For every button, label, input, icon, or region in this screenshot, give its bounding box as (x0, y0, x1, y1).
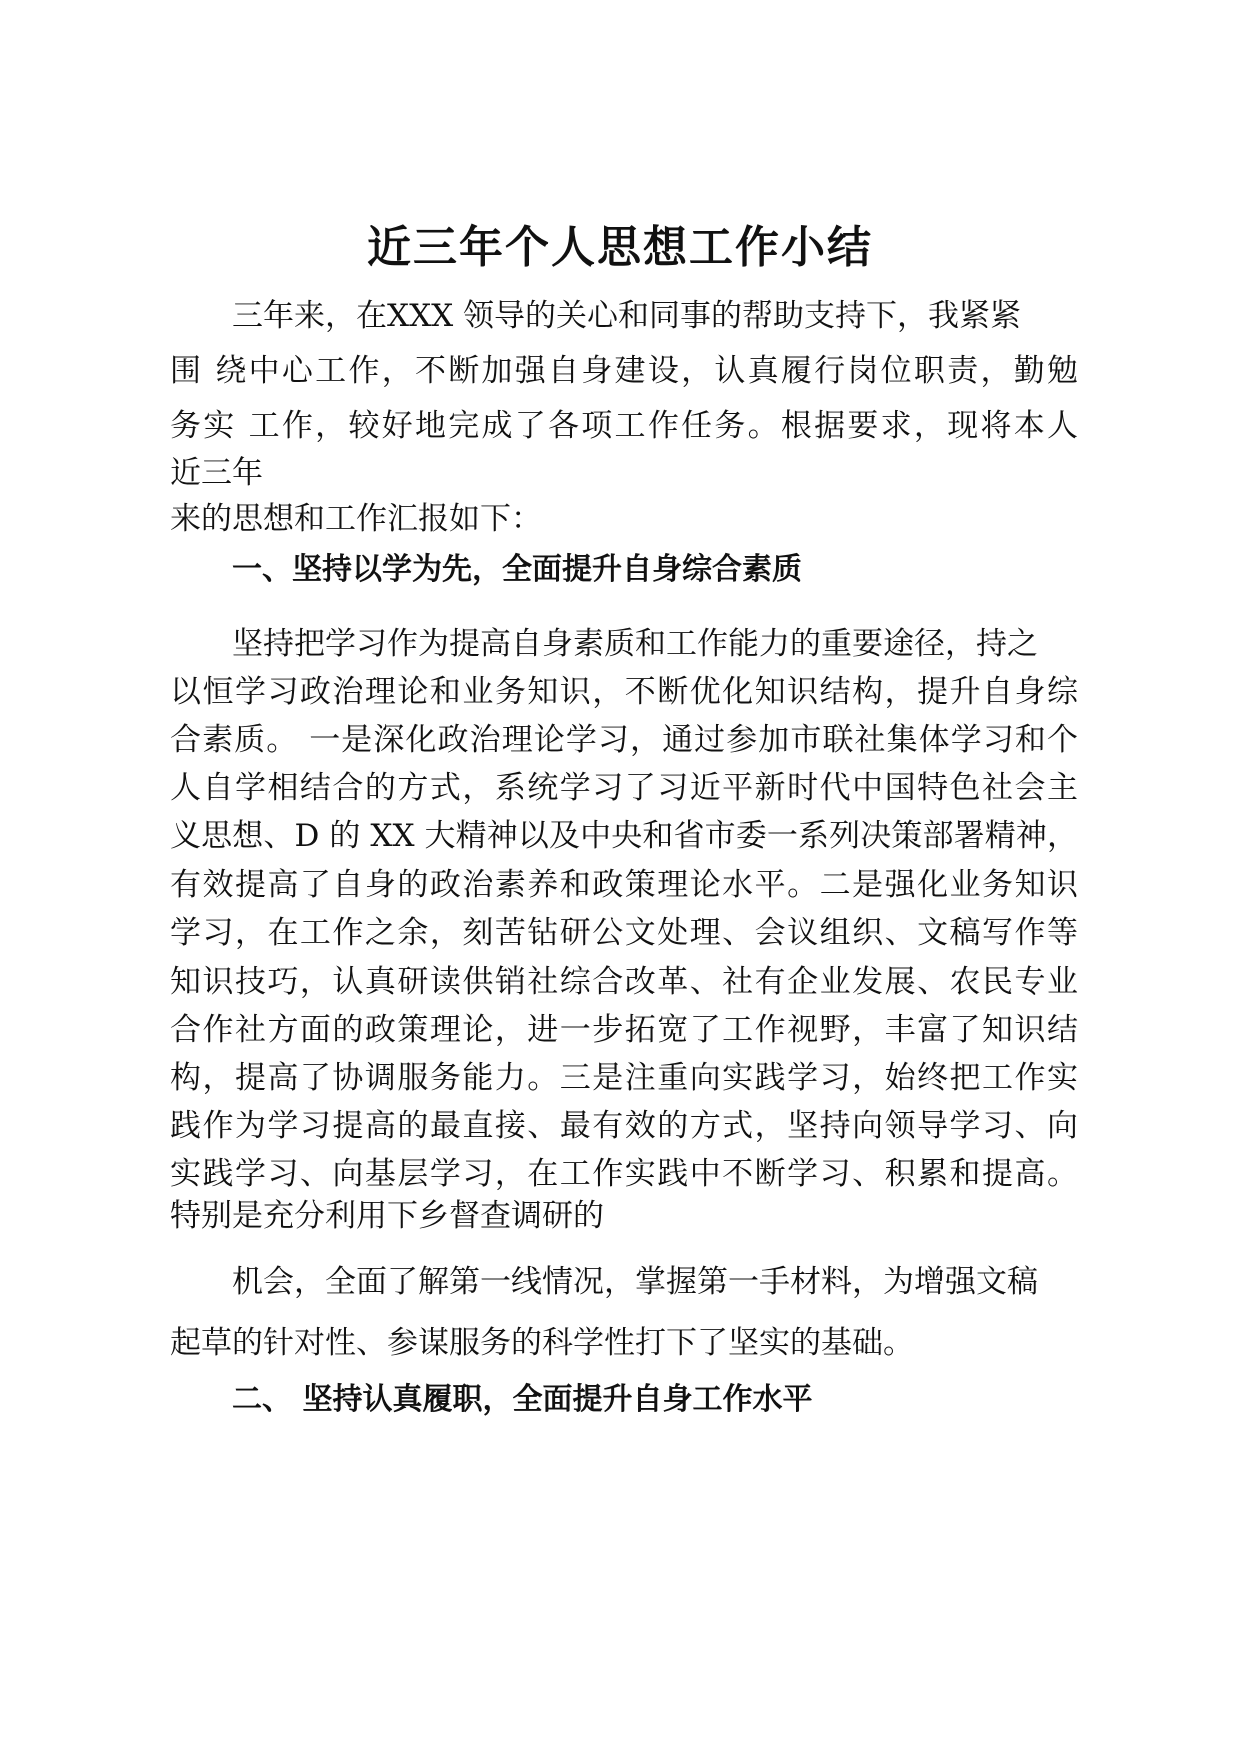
section-1-line: 义思想、D 的 XX 大精神以及中央和省市委一系列决策部署精神， (170, 818, 1078, 854)
section-1-line: 合作社方面的政策理论，进一步拓宽了工作视野，丰富了知识结 (170, 1012, 1078, 1048)
section-1-line: 学习，在工作之余，刻苦钻研公文处理、会议组织、文稿写作等 (170, 915, 1078, 951)
section-1-continuation-line-2: 起草的针对性、参谋服务的科学性打下了坚实的基础。 (170, 1325, 914, 1361)
intro-line-1: 三年来，在XXX 领导的关心和同事的帮助支持下，我紧紧 (232, 298, 1022, 334)
section-1-line: 践作为学习提高的最直接、最有效的方式，坚持向领导学习、向 (170, 1108, 1078, 1144)
section-1-line: 坚持把学习作为提高自身素质和工作能力的重要途径，持之 (232, 626, 1038, 662)
section-1-line: 特别是充分利用下乡督查调研的 (170, 1198, 604, 1234)
section-1-line: 以恒学习政治理论和业务知识，不断优化知识结构，提升自身综 (170, 674, 1078, 710)
section-1-line: 构，提高了协调服务能力。三是注重向实践学习，始终把工作实 (170, 1060, 1078, 1096)
section-1-line: 合素质。 一是深化政治理论学习，通过参加市联社集体学习和个 (170, 722, 1078, 758)
section-1-heading: 一、坚持以学为先，全面提升自身综合素质 (232, 552, 802, 587)
section-1-line: 实践学习、向基层学习，在工作实践中不断学习、积累和提高。 (170, 1156, 1078, 1192)
intro-line-2: 围 绕中心工作，不断加强自身建设，认真履行岗位职责，勤勉 (170, 353, 1078, 389)
section-1-continuation-line-1: 机会，全面了解第一线情况，掌握第一手材料，为增强文稿 (232, 1264, 1038, 1300)
section-1-line: 有效提高了自身的政治素养和政策理论水平。二是强化业务知识 (170, 867, 1078, 903)
section-1-line: 知识技巧，认真研读供销社综合改革、社有企业发展、农民专业 (170, 964, 1078, 1000)
document-title: 近三年个人思想工作小结 (367, 222, 873, 273)
intro-line-4: 近三年 (170, 455, 263, 491)
intro-line-5: 来的思想和工作汇报如下： (170, 501, 542, 537)
section-2-heading: 二、 坚持认真履职，全面提升自身工作水平 (232, 1382, 813, 1417)
intro-line-3: 务实 工作，较好地完成了各项工作任务。根据要求，现将本人 (170, 408, 1078, 444)
section-1-line: 人自学相结合的方式，系统学习了习近平新时代中国特色社会主 (170, 770, 1078, 806)
